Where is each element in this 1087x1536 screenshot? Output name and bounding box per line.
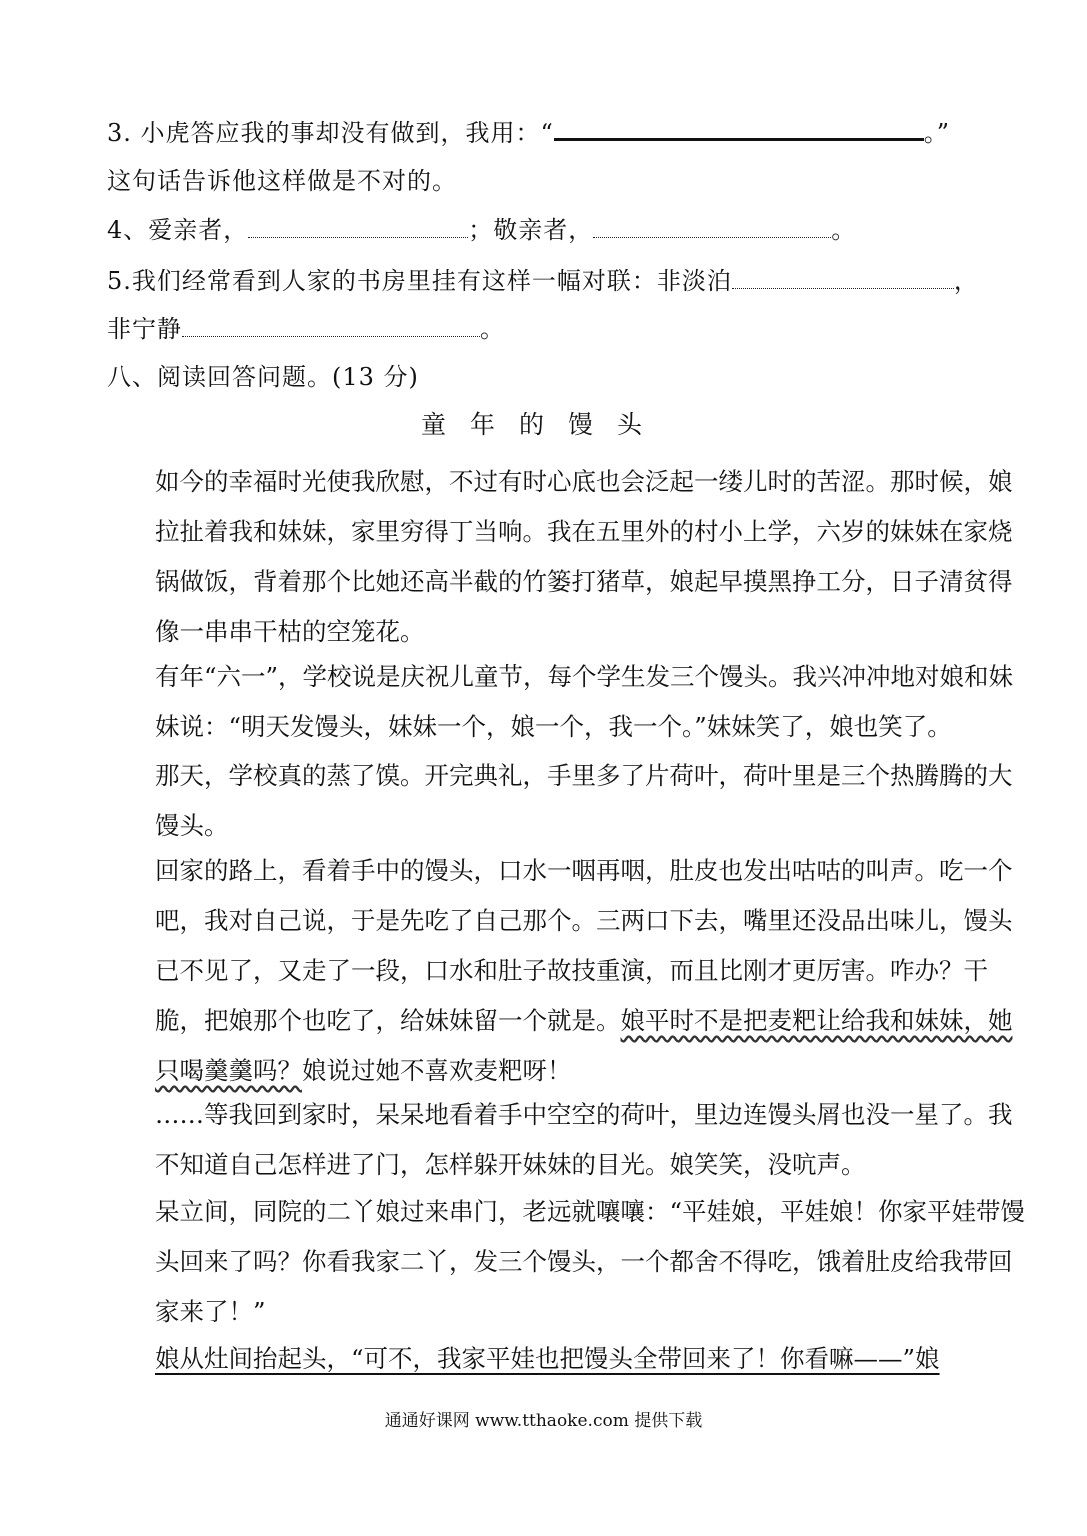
article-paragraph-4 — [107, 846, 1035, 1096]
question-3 — [107, 118, 950, 148]
question-4-part2: ；敬亲者， — [468, 216, 594, 244]
question-5-part1: 5.我们经常看到人家的书房里挂有这样一幅对联：非淡泊 — [107, 267, 732, 295]
article-title: 童年的馒头 — [420, 410, 666, 439]
question-3-suffix: 。” — [923, 119, 951, 147]
article-paragraph-3: 那天，学校真的蒸了馍。开完典礼，手里多了片荷叶，荷叶里是三个热腾腾的大馒头。 — [155, 761, 1013, 840]
question-5-line2 — [107, 314, 505, 344]
paragraph-4-text: 回家的路上，看着手中的馒头，口水一咽再咽，肚皮也发出咕咕的叫声。吃一个吧，我对自己说，于是先吃了自己那个。三两口下去，嘴里还没品出味儿，馒头已不见了，又走了一段，口水和肚子故技重演，而且比刚才更厉害。咋办？干脆，把娘那个也吃了，给妹妹留一个就是。 — [155, 856, 1013, 1035]
paragraph-4-tail: 娘说过她不喜欢麦粑呀！ — [302, 1056, 572, 1085]
question-4-part3: 。 — [831, 216, 857, 244]
answer-blank-q4a[interactable] — [248, 236, 468, 238]
question-4-part1: 4、爱亲者， — [107, 216, 249, 244]
article-paragraph-6: 呆立间，同院的二丫娘过来串门，老远就嚷嚷：“平娃娘，平娃娘！你家平娃带馒头回来了吗？你看我家二丫，发三个馒头，一个都舍不得吃，饿着肚皮给我带回家来了！” — [155, 1197, 1026, 1326]
answer-blank-q5a[interactable] — [732, 287, 954, 289]
article-paragraph-7 — [107, 1334, 1035, 1384]
question-5 — [107, 266, 979, 296]
question-3-line2: 这句话告诉他这样做是不对的。 — [107, 167, 457, 195]
answer-blank-q4b[interactable] — [593, 236, 831, 238]
answer-blank-q5b[interactable] — [182, 335, 480, 337]
question-5-part2: ， — [953, 267, 979, 295]
article-paragraph-5: ……等我回到家时，呆呆地看着手中空空的荷叶，里边连馒头屑也没一星了。我不知道自己怎样进了门，怎样躲开妹妹的目光。娘笑笑，没吭声。 — [155, 1100, 1013, 1179]
page-footer: 通通好课网 www.tthaoke.com 提供下载 — [384, 1411, 703, 1431]
article-paragraph-2: 有年“六一”，学校说是庆祝儿童节，每个学生发三个馒头。我兴冲冲地对娘和妹妹说：“明天发馒头，妹妹一个，娘一个，我一个。”妹妹笑了，娘也笑了。 — [155, 662, 1014, 741]
question-5-line2-part1: 非宁静 — [107, 315, 182, 343]
paragraph-4-wavy-marked-sentence: 娘平时不是把麦粑让给我和妹妹，她只喝羹羹吗？ — [155, 1006, 1013, 1085]
question-3-prefix: 3. 小虎答应我的事却没有做到，我用：“ — [107, 119, 554, 147]
article-paragraph-1: 如今的幸福时光使我欣慰，不过有时心底也会泛起一缕儿时的苦涩。那时候，娘拉扯着我和妹妹，家里穷得丁当响。我在五里外的村小上学，六岁的妹妹在家烧锅做饭，背着那个比她还高半截的竹篓打猪草，娘起早摸黑挣工分，日子清贫得像一串串干枯的空笼花。 — [155, 467, 1013, 646]
paragraph-7-underlined: 娘从灶间抬起头，“可不，我家平娃也把馒头全带回来了！你看嘛——”娘 — [155, 1344, 940, 1373]
question-4 — [107, 215, 856, 245]
section-heading: 八、阅读回答问题。(13 分) — [107, 363, 419, 391]
question-5-line2-part2: 。 — [480, 315, 505, 343]
answer-blank-q3[interactable] — [554, 137, 924, 141]
